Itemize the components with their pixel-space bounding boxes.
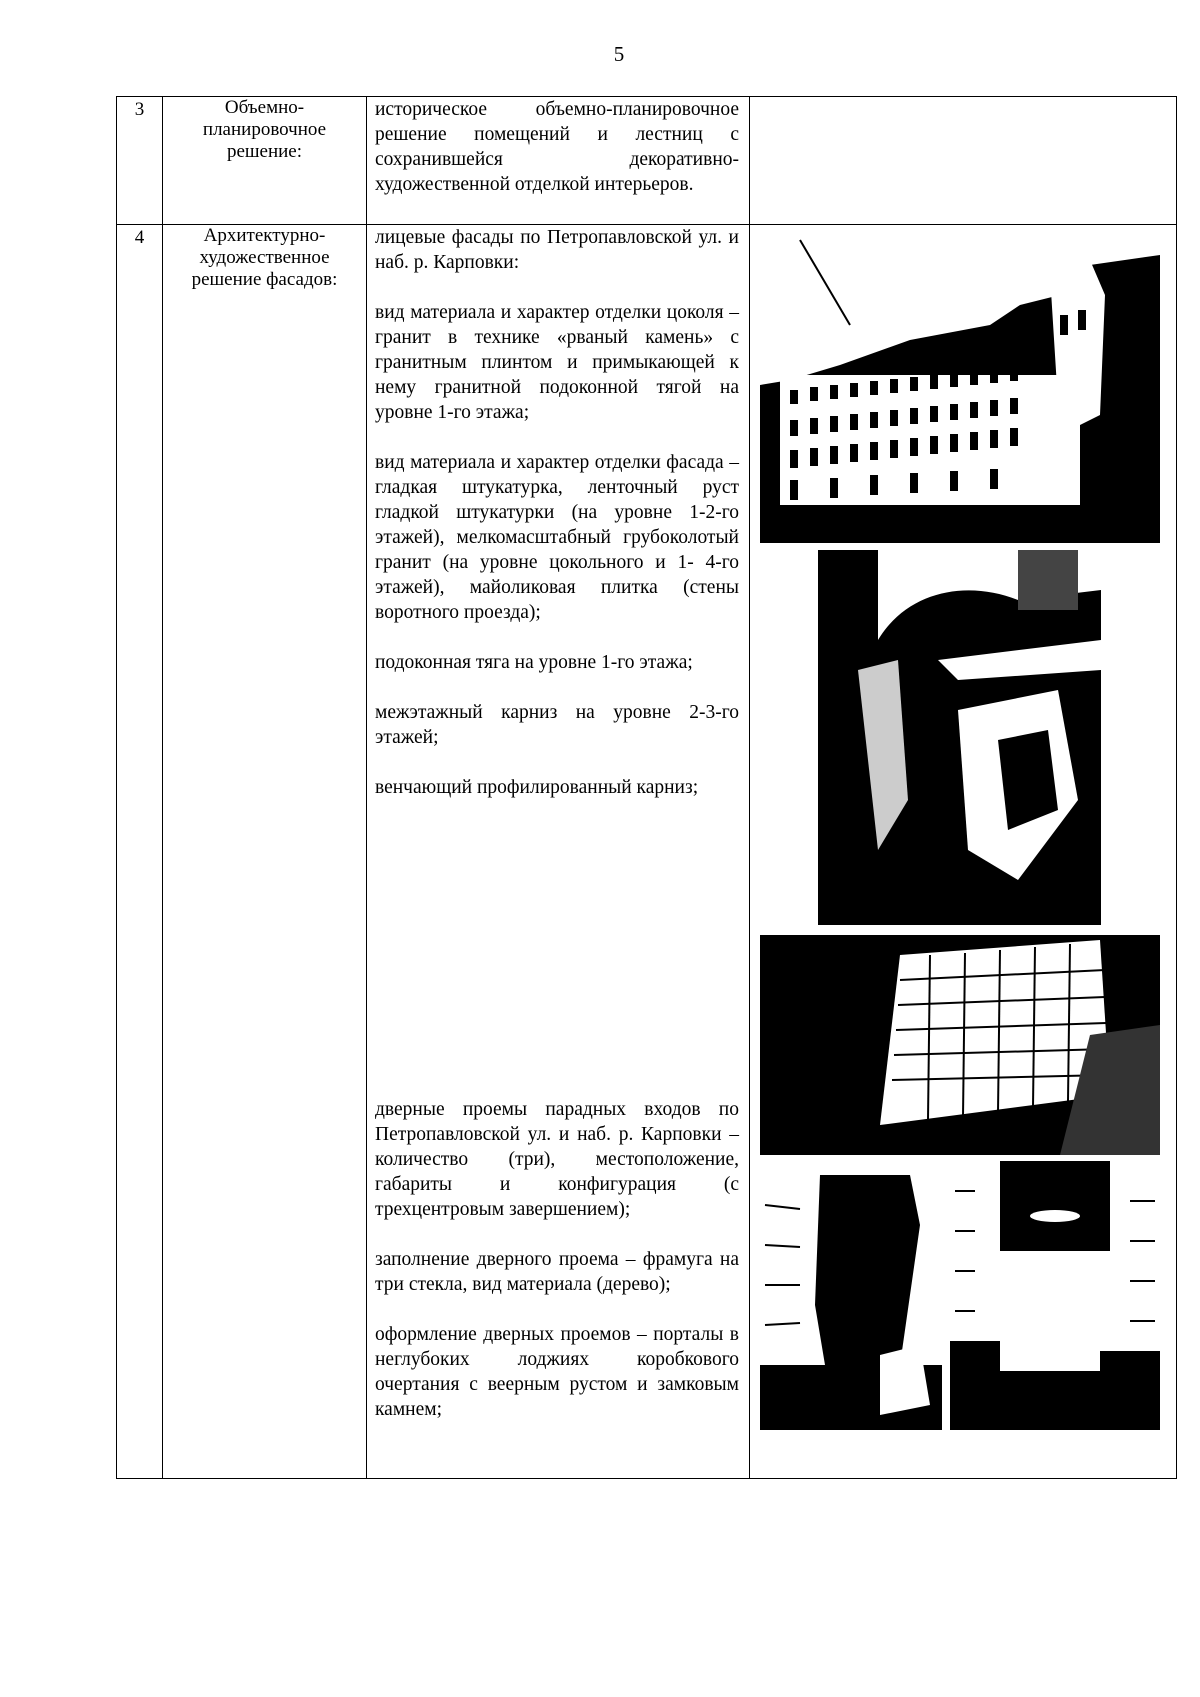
row-description	[367, 97, 750, 225]
table-row	[117, 97, 1177, 225]
row-number: 4	[117, 225, 163, 1479]
description-paragraph: венчающий профилированный карниз;	[375, 777, 699, 798]
row-number: 3	[117, 97, 163, 225]
description-paragraph: заполнение дверного проема – фрамуга на три стекла, вид материала (дерево);	[375, 1249, 739, 1295]
row-title	[163, 225, 367, 1479]
row-title	[163, 97, 367, 225]
description-paragraph: вид материала и характер отделки цоколя – гранит в технике «рваный камень» с гранитным плинтом и примыкающей к нему гранитной подоконной тягой на уровне 1-го этажа;	[375, 302, 739, 423]
row-description	[367, 225, 750, 1479]
row-title-text: Архитектурно- художественное решение фасадов:	[191, 225, 338, 290]
description-paragraph: межэтажный карниз на уровне 2-3-го этажей;	[375, 702, 739, 748]
description-paragraph: оформление дверных проемов – порталы в неглубоких лоджиях коробкового очертания с веерным рустом и замковым камнем;	[375, 1324, 739, 1420]
arch-detail-photo	[818, 550, 1101, 925]
photo-cell	[750, 97, 1177, 225]
page-number: 5	[613, 42, 625, 66]
description-paragraph: подоконная тяга на уровне 1-го этажа;	[375, 652, 693, 673]
doorway-right-photo	[950, 1161, 1160, 1430]
description-paragraph: лицевые фасады по Петропавловской ул. и наб. р. Карповки:	[375, 227, 739, 273]
description-paragraph: дверные проемы парадных входов по Петропавловской ул. и наб. р. Карповки – количество (три), местоположение, габариты и конфигурация (с трехцентровым завершением);	[375, 1099, 739, 1220]
heritage-table	[116, 96, 1177, 1479]
table-row	[117, 225, 1177, 1479]
photo-cell	[750, 225, 1177, 1479]
description-paragraph: историческое объемно-планировочное решение помещений и лестниц с сохранившейся декоративно-художественной отделкой интерьеров.	[375, 99, 739, 195]
doorway-left-photo	[760, 1165, 942, 1430]
facade-photo	[760, 235, 1160, 543]
tile-wall-photo	[760, 935, 1160, 1155]
description-paragraph: вид материала и характер отделки фасада – гладкая штукатурка, ленточный руст гладкой штукатурки (на уровне 1-2-го этажей), мелкомасштабный грубоколотый гранит (на уровне цокольного и 1- 4-го этажей), майоликовая плитка (стены воротного проезда);	[375, 452, 739, 623]
row-title-text: Объемно- планировочное решение:	[202, 97, 327, 162]
